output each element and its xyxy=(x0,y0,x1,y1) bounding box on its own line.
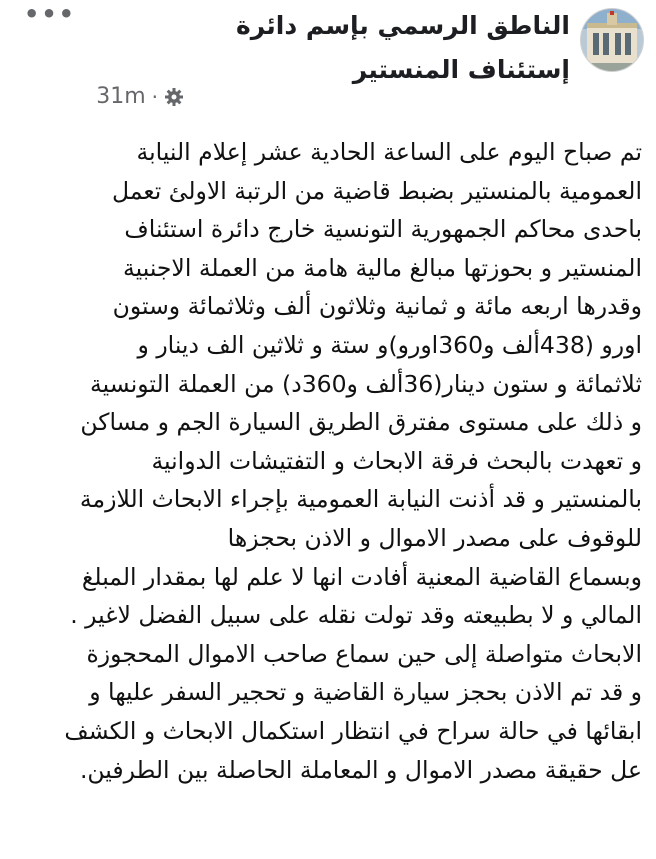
post-text-line: العمومية بالمنستير بضبط قاضية من الرتبة الاولئ تعمل xyxy=(112,176,642,205)
post-body xyxy=(18,133,642,789)
post-text-line: و قد تم الاذن بحجز سيارة القاضية و تحجير السفر عليها و xyxy=(89,678,642,707)
post-text-line: الابحاث متواصلة إلى حين سماع صاحب الاموال المحجوزة xyxy=(86,639,642,668)
post-author-name[interactable]: الناطق الرسمي بإسم دائرة إستئناف المنستير xyxy=(236,11,570,84)
post-text-line: المالي و لا بطبيعته وقد تولت نقله على سبيل الفضل لاغير . xyxy=(70,601,642,630)
post-meta xyxy=(96,84,184,109)
post-text-line: للوقوف على مصدر الاموال و الاذن بحجزها xyxy=(227,523,642,552)
post-text-line: اورو (438ألف و360اورو)و ستة و ثلاثين الف دينار و xyxy=(137,330,642,359)
post-text-line: المنستير و بحوزتها مبالغ مالية هامة من العملة الاجنبية xyxy=(123,253,642,282)
post-text-line: باحدى محاكم الجمهورية التونسية خارج دائرة استئناف xyxy=(124,215,642,244)
post-text-line: وقدرها اربعه مائة و ثمانية وثلاثون ألف وثلاثمائة وستون xyxy=(112,292,642,321)
post-text-line: ثلاثمائة و ستون دينار(36ألف و360د) من العملة التونسية xyxy=(90,369,642,398)
gear-icon[interactable] xyxy=(164,87,184,107)
post-header xyxy=(0,0,656,120)
post-time[interactable]: 31m xyxy=(96,84,146,109)
post-text-line: وبسماع القاضية المعنية أفادت انها لا علم لها بمقدار المبلغ xyxy=(81,562,642,591)
post-text-line: بالمنستير و قد أذنت النيابة العمومية بإجراء الابحاث اللازمة xyxy=(79,485,642,514)
post-text-line: تم صباح اليوم على الساعة الحادية عشر إعلام النيابة xyxy=(136,138,642,166)
post-text-line: و تعهدت بالبحث فرقة الابحاث و التفتيشات الدوانية xyxy=(151,446,642,475)
avatar[interactable] xyxy=(580,8,644,72)
avatar-building-icon xyxy=(581,9,643,71)
separator-dot: · xyxy=(151,84,158,109)
post-text-line: ابقائها في حالة سراح في انتظار استكمال الابحاث و الكشف xyxy=(64,716,642,745)
post-text-line: عل حقيقة مصدر الاموال و المعاملة الحاصلة بين الطرفين. xyxy=(79,755,642,784)
post-text-line: و ذلك على مستوى مفترق الطريق السيارة الجم و مساكن xyxy=(80,408,642,437)
more-options-icon[interactable]: ••• xyxy=(24,0,77,28)
